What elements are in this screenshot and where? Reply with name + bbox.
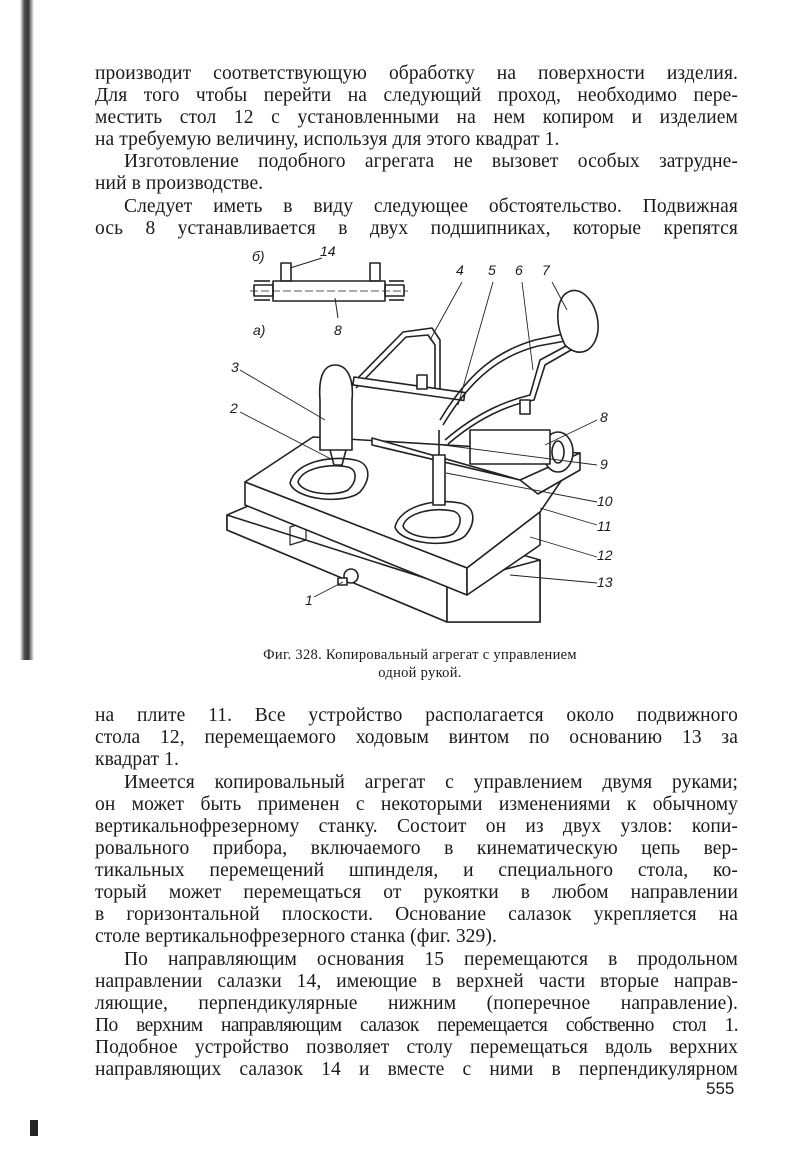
page-number: 555 (706, 1079, 735, 1098)
text-line: ось 8 устанавливается в двух подшипниках, которые крепятся (95, 218, 738, 239)
text-line: на требуемую величину, используя для этого квадрат 1. (95, 129, 560, 150)
label-8: 8 (600, 409, 608, 425)
text-line: Подобное устройство позволяет столу перемещаться вдоль верхних (95, 1037, 738, 1058)
label-14: 14 (320, 243, 336, 259)
label-11: 11 (597, 518, 612, 534)
text-line: стола 12, перемещаемого ходовым винтом по основанию 13 за (95, 727, 738, 748)
label-inset-b: б) (252, 248, 265, 264)
label-7: 7 (542, 262, 550, 278)
text-line: Имеется копировальный агрегат с управлением двумя руками; (124, 772, 738, 793)
label-9: 9 (600, 456, 608, 472)
text-line: столе вертикальнофрезерного станка (фиг. 329). (95, 926, 497, 947)
text-line: направлении салазки 14, имеющие в верхней части вторые направ- (95, 971, 738, 992)
text-line: квадрат 1. (95, 749, 179, 770)
text-line: Для того чтобы перейти на следующий проход, необходимо пере- (95, 85, 738, 106)
label-8-inset: 8 (334, 322, 342, 338)
text-line: По направляющим основания 15 перемещаются в продольном (124, 949, 738, 970)
text-line: производит соответствующую обработку на поверхности изделия. (95, 63, 738, 84)
label-13: 13 (597, 574, 613, 590)
label-4: 4 (456, 262, 464, 278)
text-line: Следует иметь в виду следующее обстоятельство. Подвижная (124, 196, 738, 217)
text-line: вертикальнофрезерному станку. Состоит он из двух узлов: копи- (95, 816, 738, 837)
text-line: в горизонтальной плоскости. Основание салазок укрепляется на (95, 904, 738, 925)
label-3: 3 (231, 359, 239, 375)
label-10: 10 (597, 493, 613, 509)
figure-caption: одной рукой. (378, 665, 462, 681)
label-1: 1 (305, 592, 313, 608)
label-inset-a: а) (253, 322, 266, 338)
label-6: 6 (515, 262, 523, 278)
figure-caption: Фиг. 328. Копировальный агрегат с управлением (263, 647, 577, 663)
text-line: местить стол 12 с установленными на нем копиром и изделием (95, 107, 738, 128)
text-line: на плите 11. Все устройство располагается около подвижного (95, 705, 738, 726)
label-5: 5 (488, 262, 496, 278)
label-12: 12 (597, 547, 613, 563)
text-line: ляющие, перпендикулярные нижним (поперечное направление). (95, 993, 738, 1014)
text-line: ровального прибора, включаемого в кинематическую цепь вер- (95, 838, 738, 859)
text-line: торый может перемещаться от рукоятки в любом направлении (95, 882, 738, 903)
text-line: По верхним направляющим салазок перемещается собственно стол 1. (95, 1015, 738, 1036)
text-line: ний в производстве. (95, 173, 264, 194)
label-2: 2 (230, 400, 238, 416)
text-line: тикальных перемещений шпинделя, и специального стола, ко- (95, 860, 738, 881)
inset-shaft-diagram (250, 258, 408, 318)
text-line: Изготовление подобного агрегата не вызовет особых затрудне- (124, 151, 738, 172)
text-line: направляющих салазок 14 и вместе с ними в перпендикулярном (95, 1059, 738, 1080)
text-line: он может быть применен с некоторыми изменениями к обычному (95, 794, 738, 815)
